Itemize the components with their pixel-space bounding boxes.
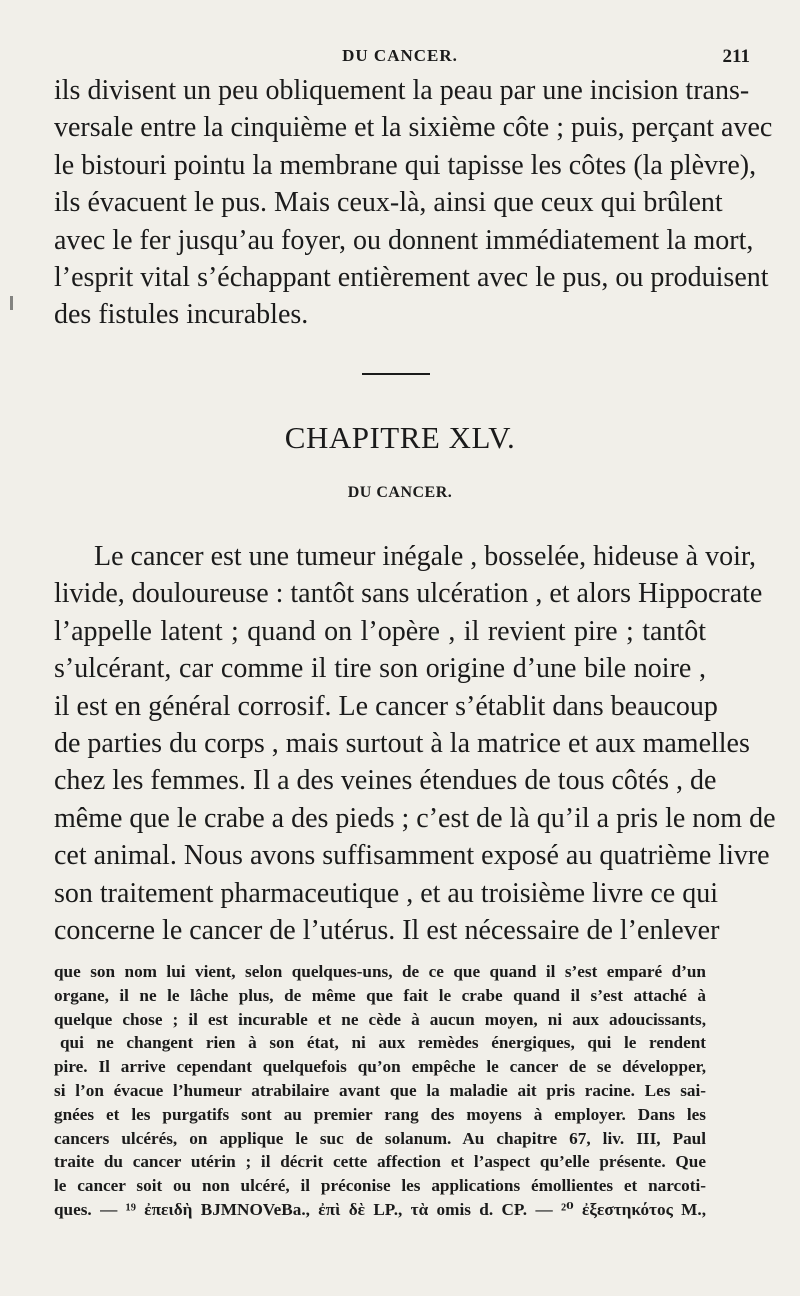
text-line: versale entre la cinquième et la sixième côte ; puis, perçant avec (54, 112, 773, 144)
footnote-line: qui ne changent rien à son état, ni aux remèdes énergiques, qui le rendent (60, 1033, 706, 1053)
margin-ink-mark (10, 296, 13, 310)
footnote-line: si l’on évacue l’humeur atrabilaire avant que la maladie ait pris racine. Les sai- (54, 1080, 706, 1100)
chapter-subtitle: DU CANCER. (347, 484, 453, 501)
footnote-line: pire. Il arrive cependant quelquefois qu’on empêche le cancer de se développer, (54, 1057, 706, 1077)
footnote-line: quelque chose ; il est incurable et ne cède à aucun moyen, ni aux adoucissants, (54, 1009, 706, 1029)
running-head (0, 44, 800, 74)
text-line: avec le fer jusqu’au foyer, ou donnent immédiatement la mort, (54, 224, 754, 256)
text-line: s’ulcérant, car comme il tire son origine d’une bile noire , (54, 653, 706, 685)
text-line: même que le crabe a des pieds ; c’est de là qu’il a pris le nom de (54, 802, 776, 834)
text-line: livide, douloureuse : tantôt sans ulcération , et alors Hippocrate (54, 578, 763, 610)
footnote-line: cancers ulcérés, on applique le suc de solanum. Au chapitre 67, liv. III, Paul (54, 1128, 706, 1148)
page-number: 211 (722, 46, 750, 67)
text-line: concerne le cancer de l’utérus. Il est nécessaire de l’enlever (54, 915, 720, 947)
footnote-line: le cancer soit ou non ulcéré, il préconise les applications émollientes et narcoti- (54, 1176, 706, 1196)
section-divider (362, 373, 430, 375)
text-line: Le cancer est une tumeur inégale , bosselée, hideuse à voir, (94, 541, 757, 572)
text-line: cet animal. Nous avons suffisamment exposé au quatrième livre (54, 840, 770, 872)
footnote-line: organe, il ne le lâche plus, de même que fait le crabe quand il s’est attaché à (54, 985, 706, 1005)
chapter-paragraph (54, 538, 776, 949)
top-paragraph (54, 72, 773, 334)
text-line: l’esprit vital s’échappant entièrement avec le pus, ou produisent (54, 262, 769, 294)
text-line: son traitement pharmaceutique , et au troisième livre ce qui (54, 877, 718, 909)
text-line: des fistules incurables. (54, 299, 309, 331)
text-line: chez les femmes. Il a des veines étendues de tous côtés , de (54, 765, 717, 797)
footnote-line: que son nom lui vient, selon quelques-uns, de ce que quand il s’est emparé d’un (54, 962, 706, 981)
footnote-line: ques. — ¹⁹ ἐπειδὴ BJMNOVeBa., ἐπὶ δὲ LP., τὰ omis d. CP. — ²⁰ ἐξεστηκότος M., (54, 1199, 706, 1219)
text-line: de parties du corps , mais surtout à la matrice et aux mamelles (54, 728, 750, 760)
chapter-title: CHAPITRE XLV. (284, 420, 516, 455)
footnote-line: gnées et les purgatifs sont au premier rang des moyens à employer. Dans les (54, 1104, 706, 1124)
text-line: le bistouri pointu la membrane qui tapisse les côtes (la plèvre), (54, 149, 757, 181)
text-line: l’appelle latent ; quand on l’opère , il revient pire ; tantôt (54, 615, 706, 647)
text-line: ils divisent un peu obliquement la peau par une incision trans- (54, 75, 750, 106)
text-line: il est en général corrosif. Le cancer s’établit dans beaucoup (54, 690, 718, 722)
text-line: ils évacuent le pus. Mais ceux-là, ainsi que ceux qui brûlent (54, 187, 723, 219)
running-head-title: DU CANCER. (342, 46, 458, 65)
footnote-line: traite du cancer utérin ; il décrit cette affection et l’aspect qu’elle présente. Que (54, 1152, 706, 1172)
footnotes (54, 960, 706, 1222)
